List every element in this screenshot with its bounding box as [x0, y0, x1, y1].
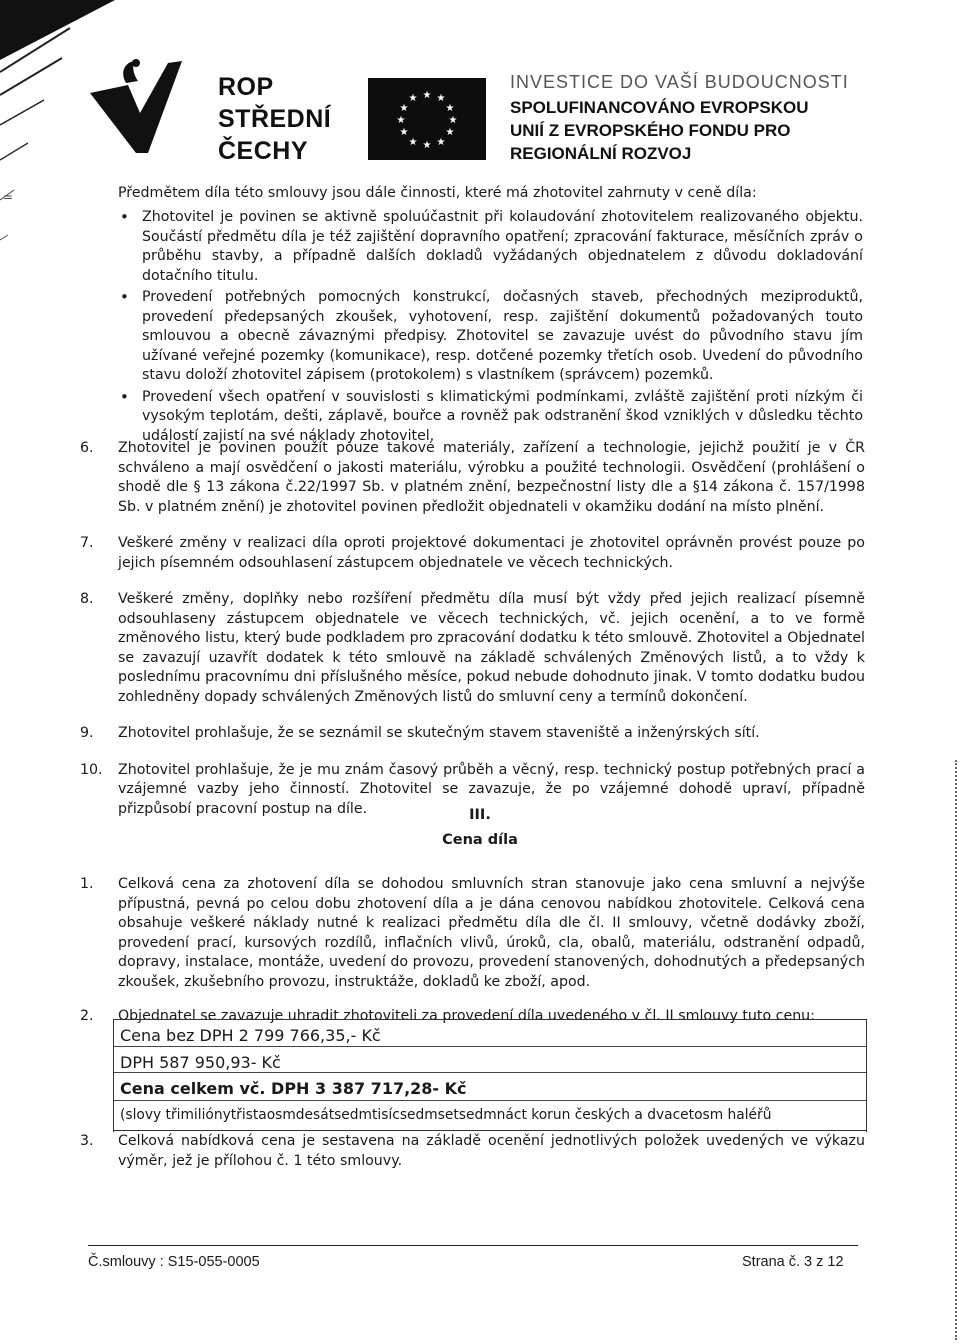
fund-line-1: SPOLUFINANCOVÁNO EVROPSKOU [510, 98, 809, 117]
svg-text:★: ★ [408, 137, 418, 148]
list-item [80, 534, 865, 573]
section-number: III. [469, 807, 491, 823]
svg-text:★: ★ [408, 93, 418, 104]
fund-line-3: REGIONÁLNÍ ROZVOJ [510, 144, 692, 163]
item-text: Zhotovitel prohlašuje, že se seznámil se skutečným stavem staveniště a inženýrských sítí. [118, 725, 760, 741]
list-item: • Zhotovitel je povinen se aktivně spoluúčastnit při kolaudování zhotovitelem realizovaného objektu. Součástí předmětu díla je též zajištění dopravního opatření; zpracování fakturace, měsíčních zpráv o průběhu stavby, a případně dalších dokladů vyžádaných objednatelem z důvodu dokladování dotačního titulu. [118, 208, 863, 286]
eu-flag-icon [368, 78, 486, 160]
document-header [0, 0, 960, 180]
item-number: 1. [80, 876, 94, 892]
item-text: Objednatel se zavazuje uhradit zhotoviteli za provedení díla uvedeného v čl. II smlouvy tuto cenu: [118, 1008, 815, 1024]
svg-text:★: ★ [448, 115, 458, 126]
svg-text:★: ★ [445, 103, 455, 114]
price-vat: DPH 587 950,93- Kč [120, 1053, 281, 1072]
rop-logo-icon [80, 55, 210, 165]
item-text: Veškeré změny, doplňky nebo rozšíření předmětu díla musí být vždy před jejich realizací písemně odsouhlaseny zástupcem objednatele ve věcech technických, vč. jejich ocenění, a to ve formě změnového listu, který bude podkladem pro zpracování dodatku k této smlouvě. Zhotovitel a Objednatel se zavazují uzavřít dodatek k této smlouvě na základě schválených Změnových listů, a to vždy k poslednímu pracovnímu dni příslušného měsíce, pokud nebude dohodnuto jinak. V tomto dodatku budou zohledněny dopady schválených Změnových listů do smluvní ceny a termínů dokončení. [118, 591, 865, 705]
rop-line-1: ROP [218, 73, 274, 101]
rop-line-3: ČECHY [218, 137, 309, 165]
item-text: Celková nabídková cena je sestavena na základě ocenění jednotlivých položek uvedených ve výkazu výměr, jež je přílohou č. 1 této smlouvy. [118, 1133, 865, 1169]
page-number: Strana č. 3 z 12 [742, 1254, 844, 1270]
svg-text:★: ★ [436, 93, 446, 104]
list-item [80, 724, 865, 744]
price-total: Cena celkem vč. DPH 3 387 717,28- Kč [120, 1079, 467, 1098]
footer-divider [88, 1245, 858, 1246]
clauses-list-part3 [80, 875, 865, 1027]
price-without-vat: Cena bez DPH 2 799 766,35,- Kč [120, 1026, 381, 1045]
svg-text:★: ★ [445, 127, 455, 138]
contract-number: Č.smlouvy : S15-055-0005 [88, 1254, 260, 1270]
svg-text:★: ★ [399, 103, 409, 114]
slogan-text: INVESTICE DO VAŠÍ BUDOUCNOSTI [510, 72, 849, 92]
rop-title [218, 72, 331, 168]
intro-paragraph: Předmětem díla této smlouvy jsou dále činnosti, které má zhotovitel zahrnuty v ceně díla: [118, 185, 757, 201]
list-item [80, 590, 865, 707]
price-table-bottom-border [113, 1130, 866, 1131]
price-words: (slovy třimiliónytřistaosmdesátsedmtisícsedmsetsedmnáct korun českých a dvacetosm haléřů [120, 1107, 772, 1123]
list-item [80, 875, 865, 992]
price-table [113, 1019, 867, 1132]
scan-dotted-edge [955, 760, 959, 1340]
list-item [80, 439, 865, 517]
svg-text:★: ★ [422, 90, 432, 101]
activities-list [118, 208, 863, 448]
item-number: 6. [80, 440, 94, 456]
scan-tick-mark: = [3, 190, 14, 204]
clauses-list-part2 [80, 439, 865, 819]
fund-line-2: UNIÍ Z EVROPSKÉHO FONDU PRO [510, 121, 791, 140]
rop-line-2: STŘEDNÍ [218, 105, 332, 133]
svg-text:★: ★ [399, 127, 409, 138]
svg-text:★: ★ [396, 115, 406, 126]
item-number: 2. [80, 1008, 94, 1024]
svg-text:★: ★ [436, 137, 446, 148]
item-text: Celková cena za zhotovení díla se dohodou smluvních stran stanovuje jako cena smluvní a nejvýše přípustná, pevná po celou dobu zhotovení díla a je dána cenovou nabídkou zhotovitele. Celková cena obsahuje veškeré náklady nutné k realizaci předmětu díla dle čl. II smlouvy, včetně dodávky zboží, provedení prací, kursových rozdílů, inflačních vlivů, úroků, cla, obalů, materiálu, odstranění odpadů, dopravy, instalace, montáže, uvedení do provozu, provedení stanovených, dohodnutých a předepsaných zkoušek, zkušebního provozu, instruktáže, dokladů ke zboží, apod. [118, 876, 865, 990]
list-item: • Provedení potřebných pomocných konstrukcí, dočasných staveb, přechodných meziproduktů, provedení předepsaných zkoušek, vyhotovení, resp. zajištění dokumentů požadovaných touto smlouvou a obecně závaznými předpisy. Zhotovitel se zavazuje uvést do původního stavu jím užívané veřejné pozemky (komunikace), resp. dotčené pozemky třetích osob. Uvedení do původního stavu doloží zhotovitel zápisem (protokolem) s vlastníkem (správcem) pozemků. [118, 288, 863, 386]
item-number: 8. [80, 591, 94, 607]
fund-text [510, 96, 808, 165]
price-row-words [114, 1100, 866, 1131]
svg-text:★: ★ [422, 140, 432, 151]
item-number: 3. [80, 1133, 94, 1149]
list-item [80, 1132, 865, 1171]
list-item: • Provedení všech opatření v souvislosti s klimatickými podmínkami, zvláště zajištění proti nízkým či vysokým teplotám, dešti, záplavě, bouřce a rovněž pak odstranění škod vzniklých v důsledku těchto událostí zajistí na své náklady zhotovitel. [118, 388, 863, 447]
clauses-list-item3 [80, 1132, 865, 1171]
section-title: Cena díla [442, 832, 518, 848]
item-number: 7. [80, 535, 94, 551]
item-number: 10. [80, 761, 103, 778]
item-text: Zhotovitel je povinen použít pouze takové materiály, zařízení a technologie, jejichž použití je v ČR schváleno a mají osvědčení o jakosti materiálu, výrobku a použité technologii. Osvědčení (prohlášení o shodě dle § 13 zákona č.22/1997 Sb. v platném znění, bezpečnostní listy dle a §14 zákona č. 157/1998 Sb. v platném znění) je zhotovitel povinen předložit objednateli v okamžiku dodání na místo plnění. [118, 440, 865, 515]
item-text: Veškeré změny v realizaci díla oproti projektové dokumentaci je zhotovitel oprávněn provést pouze po jejich písemném odsouhlasení zástupcem objednatele ve věcech technických. [118, 535, 865, 571]
item-text: Zhotovitel prohlašuje, že je mu znám časový průběh a věcný, resp. technický postup potřebných prací a vzájemné vazby jeho činností. Zhotovitel se zavazuje, že po vzájemné dohodě upraví, případně přizpůsobí pracovní postup na díle. [118, 761, 865, 817]
item-number: 9. [80, 725, 94, 741]
